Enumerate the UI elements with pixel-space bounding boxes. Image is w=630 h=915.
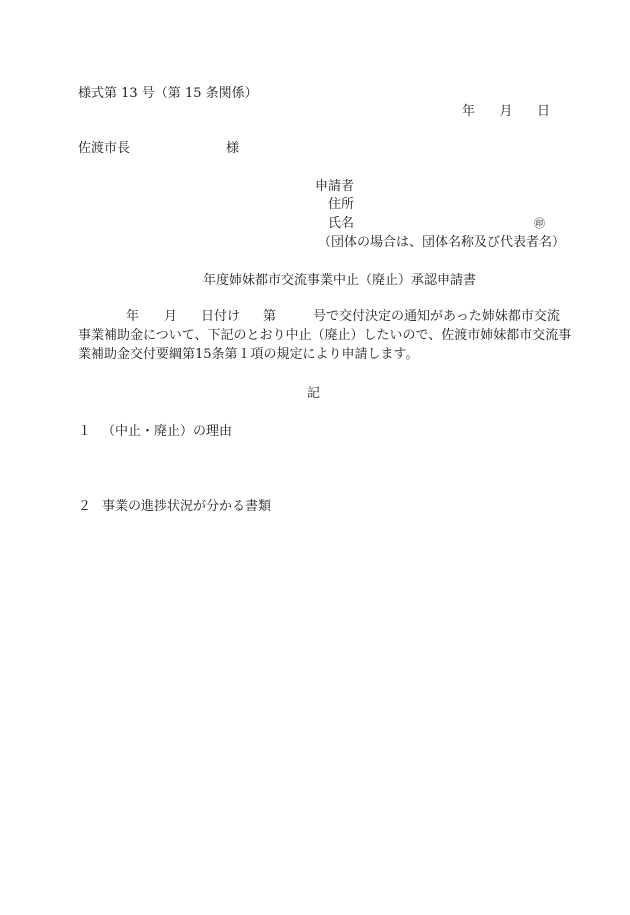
body-year: 年 [126, 309, 140, 324]
seal-icon: ㊞ [534, 217, 545, 230]
item-number: ２ [78, 499, 92, 514]
date-row [462, 103, 550, 120]
addressee-name: 佐渡市長 [78, 141, 131, 156]
form-number: 様式第 13 号（第 15 条関係） [78, 86, 258, 101]
list-item [78, 423, 232, 440]
address-label: 住所 [328, 197, 355, 212]
item-text: （中止・廃止）の理由 [102, 424, 233, 439]
body-dai: 第 [263, 309, 277, 324]
org-note: （団体の場合は、団体名称及び代表者名） [318, 235, 566, 250]
body-day: 日付け [201, 309, 241, 324]
name-label: 氏名 [328, 216, 355, 231]
body-line1-tail: 号で交付決定の通知があった姉妹都市交流 [313, 309, 560, 324]
item-text: 事業の進捗状況が分かる書類 [102, 499, 272, 514]
list-item [78, 498, 271, 515]
date-year: 年 [462, 104, 476, 119]
ki-heading: 記 [307, 386, 321, 401]
body-line-3: 業補助金交付要綱第15条第１項の規定により申請します。 [78, 347, 419, 362]
date-day: 日 [536, 104, 550, 119]
applicant-label: 申請者 [315, 179, 355, 194]
item-number: １ [78, 424, 92, 439]
body-line-2: 事業補助金について、下記のとおり中止（廃止）したいので、佐渡市姉妹都市交流事 [78, 328, 572, 343]
date-month: 月 [499, 104, 513, 119]
addressee-honorific: 様 [226, 141, 240, 156]
body-month: 月 [164, 309, 178, 324]
document-title: 年度姉妹都市交流事業中止（廃止）承認申請書 [203, 273, 477, 288]
